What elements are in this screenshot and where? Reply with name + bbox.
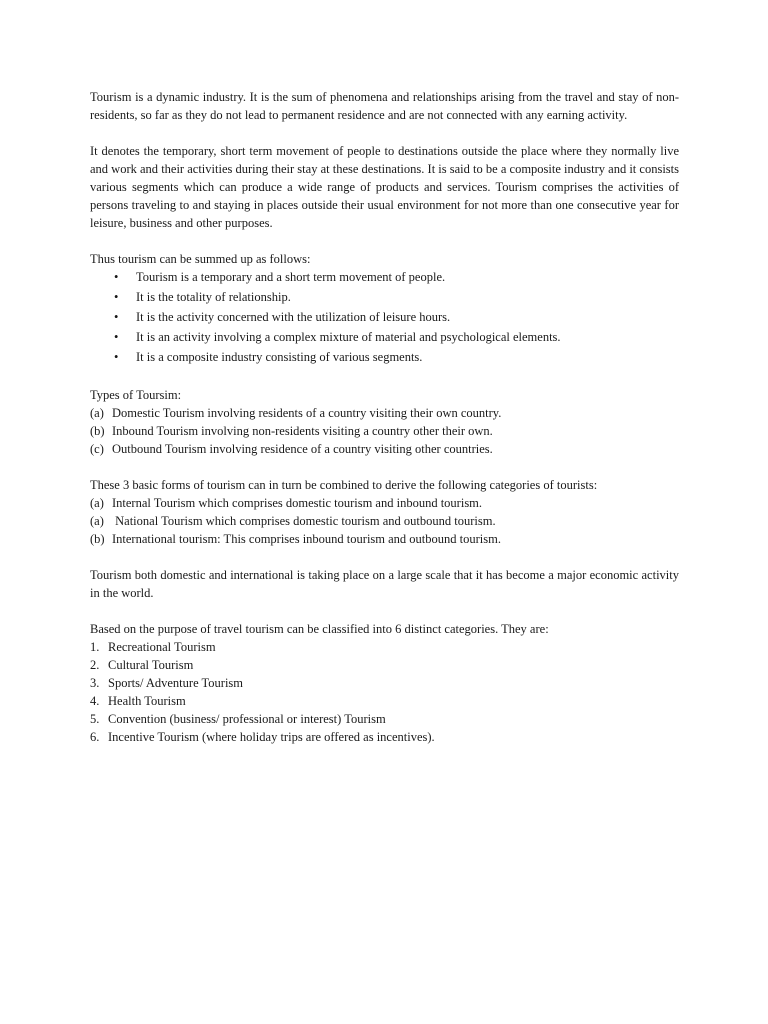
list-marker: 2. [90,658,100,672]
bullet-icon: • [114,290,119,304]
list-item [90,348,679,366]
bullet-icon: • [114,350,119,364]
list-item [90,308,679,326]
bullet-icon: • [114,330,119,344]
list-item-text: Sports/ Adventure Tourism [108,676,244,690]
list-item [90,638,679,656]
list-item [90,656,679,674]
list-item-text: Convention (business/ professional or interest) Tourism [108,712,386,726]
bullet-text: It is a composite industry consisting of various segments. [136,350,423,364]
list-item [90,710,679,728]
list-marker: (a) [90,496,104,510]
list-item [90,674,679,692]
list-marker: (b) [90,424,105,438]
spacer [90,368,679,386]
list-marker: 6. [90,730,100,744]
list-item [90,440,679,458]
list-item [90,494,679,512]
list-item-text: International tourism: This comprises inbound tourism and outbound tourism. [112,532,501,546]
bullet-text: It is an activity involving a complex mixture of material and psychological elements. [136,330,561,344]
list-item [90,530,679,548]
bullet-text: It is the totality of relationship. [136,290,291,304]
list-marker: 5. [90,712,100,726]
list-marker: (b) [90,532,105,546]
list-marker: (a) [90,514,104,528]
scale-paragraph: Tourism both domestic and international is taking place on a large scale that it has become a major economic activity in the world. [90,568,679,600]
spacer [90,124,679,142]
intro-paragraph: Tourism is a dynamic industry. It is the sum of phenomena and relationships arising from the travel and stay of non-residents, so far as they do not lead to permanent residence and are not connected with any earning activity. [90,90,679,122]
spacer [90,602,679,620]
list-item-text: Incentive Tourism (where holiday trips are offered as incentives). [108,730,435,744]
list-item [90,404,679,422]
list-item-text: Outbound Tourism involving residence of a country visiting other countries. [112,442,493,456]
list-item [90,268,679,286]
list-marker: 1. [90,640,100,654]
spacer [90,548,679,566]
list-item-text: Health Tourism [108,694,186,708]
list-marker: 4. [90,694,100,708]
list-item [90,422,679,440]
list-item [90,692,679,710]
list-item-text: National Tourism which comprises domestic tourism and outbound tourism. [112,514,496,528]
bullet-text: Tourism is a temporary and a short term movement of people. [136,270,446,284]
types-heading: Types of Toursim: [90,388,182,402]
bullet-text: It is the activity concerned with the utilization of leisure hours. [136,310,451,324]
list-item [90,728,679,746]
list-marker: 3. [90,676,100,690]
list-item [90,328,679,346]
forms-intro: These 3 basic forms of tourism can in turn be combined to derive the following categories of tourists: [90,478,598,492]
list-item-text: Recreational Tourism [108,640,216,654]
spacer [90,458,679,476]
spacer [90,232,679,250]
bullet-icon: • [114,270,119,284]
category-list [90,638,679,746]
list-item-text: Internal Tourism which comprises domestic tourism and inbound tourism. [112,496,483,510]
list-item [90,512,679,530]
summary-bullet-list [90,268,679,366]
list-marker: (c) [90,442,104,456]
purpose-intro: Based on the purpose of travel tourism can be classified into 6 distinct categories. They are: [90,622,549,636]
list-item-text: Cultural Tourism [108,658,194,672]
bullet-icon: • [114,310,119,324]
list-item-text: Inbound Tourism involving non-residents visiting a country other their own. [112,424,493,438]
list-item [90,288,679,306]
summary-intro: Thus tourism can be summed up as follows: [90,252,311,266]
list-marker: (a) [90,406,104,420]
list-item-text: Domestic Tourism involving residents of a country visiting their own country. [112,406,502,420]
definition-paragraph: It denotes the temporary, short term movement of people to destinations outside the place where they normally live and work and their activities during their stay at these destinations. It is said to be a composite industry and it consists various segments which can produce a wide range of products and services. Tourism comprises the activities of persons traveling to and staying in places outside their usual environment for not more than one consecutive year for leisure, business and other purposes. [90,144,679,230]
